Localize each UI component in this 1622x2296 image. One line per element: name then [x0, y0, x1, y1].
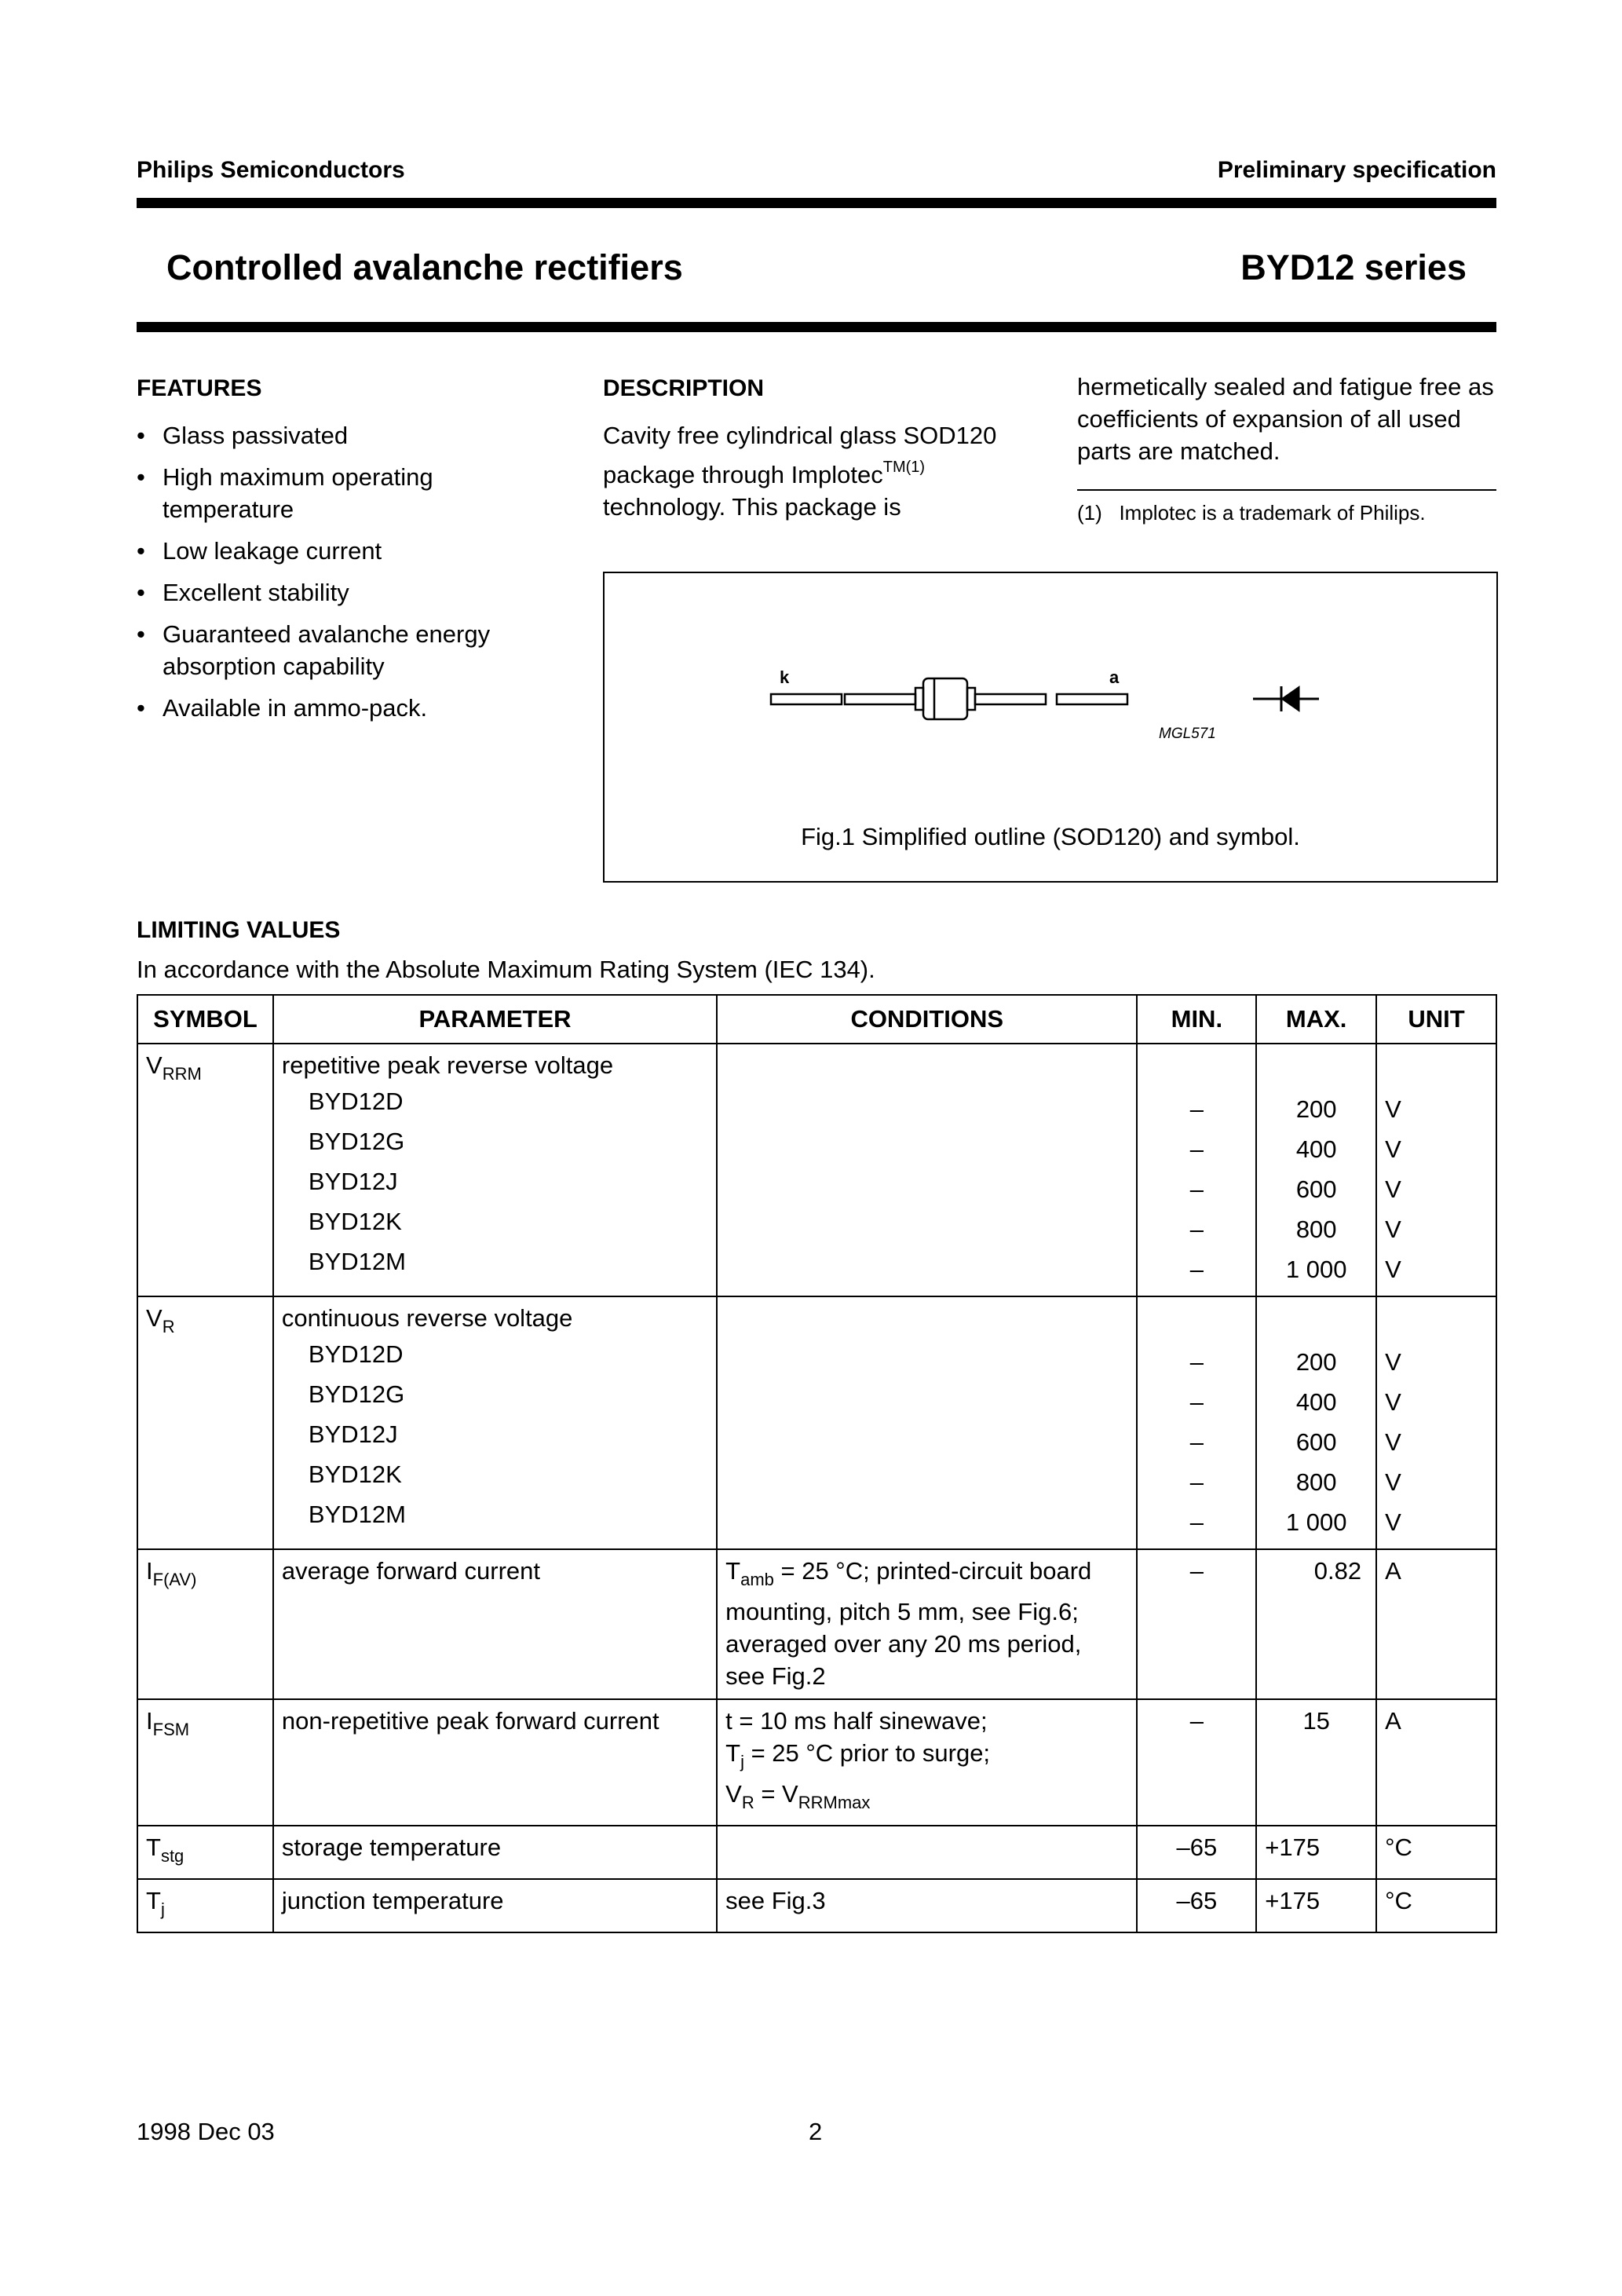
feature-item: • Excellent stability [137, 579, 349, 606]
max-cell: +175 [1256, 1879, 1376, 1932]
column-header: UNIT [1376, 995, 1496, 1044]
header-rule [137, 198, 1496, 208]
conditions-cell: t = 10 ms half sinewave; $T_j = 25$ °C prior to surge; $V_R = V_{RRMmax}$ [717, 1699, 1137, 1826]
figure-code: MGL571 [1159, 726, 1216, 742]
symbol-cell: $T_{stg}$ [137, 1826, 273, 1879]
table-row [137, 1549, 1496, 1699]
footnote: (1) Implotec is a trademark of Philips. [1077, 501, 1426, 525]
table-row [137, 1879, 1496, 1932]
table-row [137, 1296, 1496, 1549]
series-name: BYD12 series [1240, 247, 1467, 287]
unit-cell: °C [1376, 1879, 1496, 1932]
features-list [137, 419, 545, 733]
min-cell: – [1137, 1549, 1256, 1699]
feature-item: • Guaranteed avalanche energy absorption capability [137, 620, 491, 680]
conditions-cell [717, 1826, 1137, 1879]
symbol-cell: $V_{RRM}$ [137, 1044, 273, 1296]
max-cell: +175 [1256, 1826, 1376, 1879]
limiting-values-table [137, 994, 1497, 1933]
title-rule [137, 322, 1496, 332]
description-text-continued: hermetically sealed and fatigue free as coefficients of expansion of all used parts are matched. [1077, 373, 1494, 465]
column-header: MIN. [1137, 995, 1256, 1044]
cathode-label: k [780, 667, 790, 687]
figure-caption: Fig.1 Simplified outline (SOD120) and symbol. [801, 823, 1300, 850]
table-header-row [137, 995, 1496, 1044]
min-cell: – – – – – [1137, 1296, 1256, 1549]
min-cell: – – – – – [1137, 1044, 1256, 1296]
column-header: MAX. [1256, 995, 1376, 1044]
max-cell: 200 400 600 800 1 000 [1256, 1044, 1376, 1296]
column-header: PARAMETER [273, 995, 717, 1044]
unit-cell: V V V V V [1376, 1044, 1496, 1296]
symbol-cell: $V_R$ [137, 1296, 273, 1549]
parameter-cell: storage temperature [273, 1826, 717, 1879]
symbol-cell: $T_j$ [137, 1879, 273, 1932]
parameter-cell: non-repetitive peak forward current [273, 1699, 717, 1826]
symbol-cell: $I_{F(AV)}$ [137, 1549, 273, 1699]
figure-box [603, 572, 1498, 883]
limiting-values-intro: In accordance with the Absolute Maximum Rating System (IEC 134). [137, 956, 875, 983]
anode-label: a [1109, 667, 1120, 687]
unit-cell: A [1376, 1699, 1496, 1826]
min-cell: –65 [1137, 1879, 1256, 1932]
conditions-cell: see Fig.3 [717, 1879, 1137, 1932]
page-title: Controlled avalanche rectifiers [166, 247, 683, 287]
footer-date: 1998 Dec 03 [137, 2118, 275, 2145]
conditions-cell: $T_{amb} = 25$ °C; printed-circuit board mounting, pitch 5 mm, see Fig.6; averaged over any 20 ms period, see Fig.2 [717, 1549, 1137, 1699]
parameter-cell: continuous reverse voltage BYD12D BYD12G BYD12J BYD12K BYD12M [273, 1296, 717, 1549]
conditions-cell [717, 1044, 1137, 1296]
unit-cell: °C [1376, 1826, 1496, 1879]
limiting-values-heading: LIMITING VALUES [137, 917, 341, 943]
parameter-cell: average forward current [273, 1549, 717, 1699]
table-row [137, 1044, 1496, 1296]
unit-cell: V V V V V [1376, 1296, 1496, 1549]
min-cell: – [1137, 1699, 1256, 1826]
parameter-cell: junction temperature [273, 1879, 717, 1932]
table-row [137, 1826, 1496, 1879]
column-header: CONDITIONS [717, 995, 1137, 1044]
feature-item: • Low leakage current [137, 537, 382, 565]
feature-item: • High maximum operating temperature [137, 463, 433, 523]
page-number: 2 [809, 2118, 823, 2145]
parameter-cell: repetitive peak reverse voltage BYD12D BYD12G BYD12J BYD12K BYD12M [273, 1044, 717, 1296]
diode-symbol [1253, 686, 1319, 711]
feature-item: • Available in ammo-pack. [137, 694, 428, 722]
features-heading: FEATURES [137, 375, 262, 401]
symbol-cell: $I_{FSM}$ [137, 1699, 273, 1826]
footnote-rule [1077, 489, 1496, 491]
min-cell: –65 [1137, 1826, 1256, 1879]
feature-item: • Glass passivated [137, 422, 349, 449]
document-status: Preliminary specification [1217, 157, 1496, 183]
max-cell: 0.82 [1256, 1549, 1376, 1699]
table-row [137, 1699, 1496, 1826]
unit-cell: A [1376, 1549, 1496, 1699]
column-header: SYMBOL [137, 995, 273, 1044]
description-text: Cavity free cylindrical glass SOD120 package through Implotec$^{TM(1)}$ technology. This package is [603, 422, 997, 521]
max-cell: 15 [1256, 1699, 1376, 1826]
conditions-cell [717, 1296, 1137, 1549]
company-name: Philips Semiconductors [137, 157, 405, 183]
max-cell: 200 400 600 800 1 000 [1256, 1296, 1376, 1549]
description-heading: DESCRIPTION [603, 375, 765, 401]
